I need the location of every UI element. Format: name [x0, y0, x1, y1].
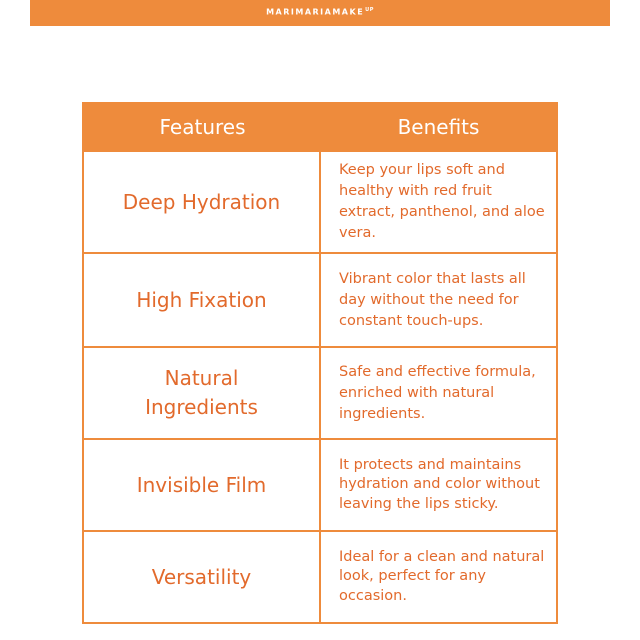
table-row [84, 252, 556, 346]
feature-cell: Deep Hydration [84, 152, 321, 252]
benefit-cell: It protects and maintains hydration and color without leaving the lips sticky. [339, 456, 540, 512]
brand-logo [266, 7, 374, 17]
table-row [84, 346, 556, 438]
feature-cell: Natural Ingredients [84, 348, 321, 438]
benefit-cell: Safe and effective formula, enriched with natural ingredients. [339, 363, 536, 422]
benefit-cell: Keep your lips soft and healthy with red fruit extract, panthenol, and aloe vera. [339, 162, 545, 241]
feature-cell: Versatility [84, 532, 321, 622]
table-header [84, 104, 556, 150]
feature-cell: Invisible Film [84, 440, 321, 530]
header-features: Features [159, 115, 246, 139]
table-row [84, 438, 556, 530]
brand-name: MARIMARIAMAKE [266, 7, 365, 17]
top-banner [30, 0, 610, 26]
features-benefits-table [82, 102, 558, 624]
feature-cell: High Fixation [84, 254, 321, 346]
brand-superscript: UP [365, 7, 374, 14]
table-row [84, 150, 556, 252]
header-benefits: Benefits [397, 115, 480, 139]
benefit-cell: Ideal for a clean and natural look, perfect for any occasion. [339, 548, 545, 604]
benefit-cell: Vibrant color that lasts all day without the need for constant touch-ups. [339, 270, 526, 329]
table-row [84, 530, 556, 622]
